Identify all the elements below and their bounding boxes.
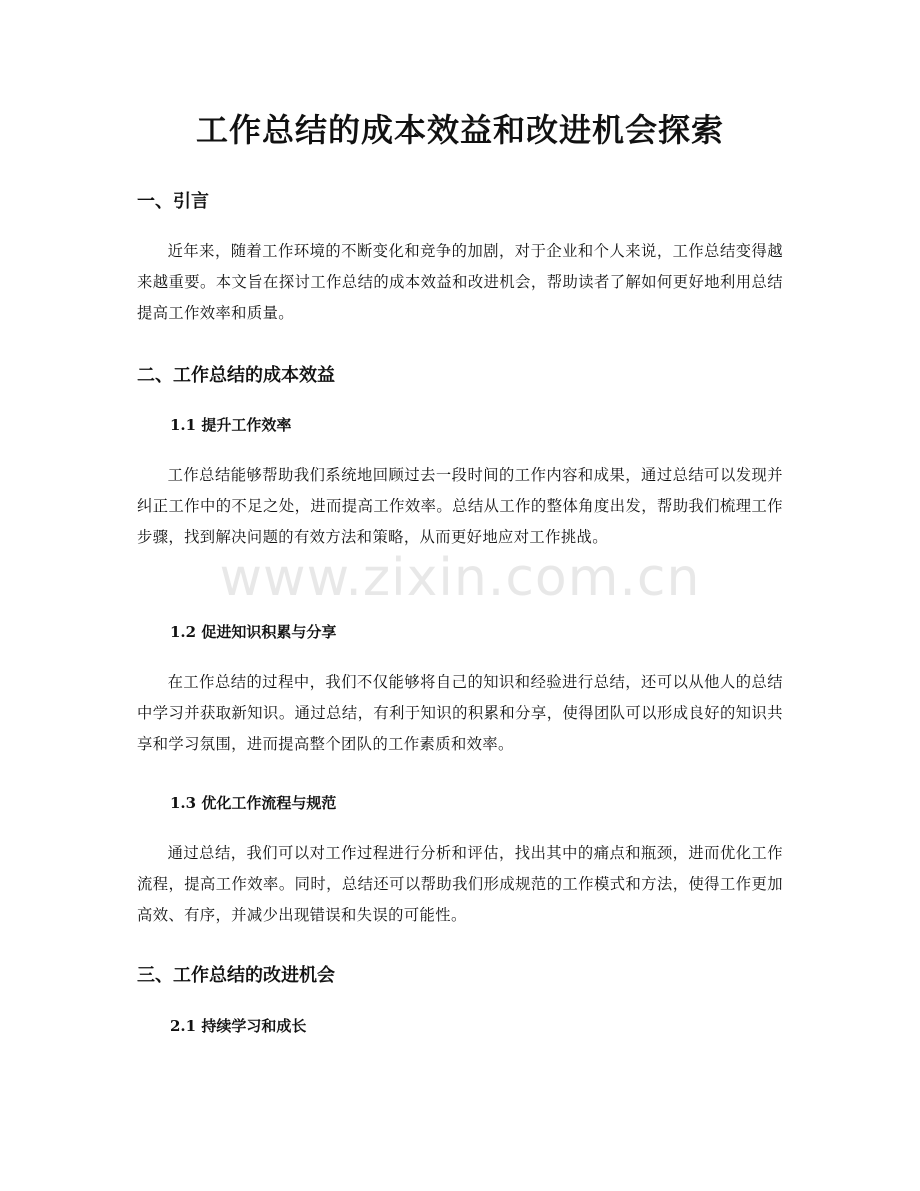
page-title: 工作总结的成本效益和改进机会探索 (195, 111, 724, 149)
knowledge-paragraph: 在工作总结的过程中，我们不仅能够将自己的知识和经验进行总结，还可以从他人的总结中学习并获取新知识。通过总结，有利于知识的积累和分享，使得团队可以形成良好的知识共享和学习氛围，进而提高整个团队的工作素质和效率。 (137, 673, 783, 753)
subsection-heading-efficiency: 1.1 提升工作效率 (170, 416, 292, 434)
section-heading-improvement: 三、工作总结的改进机会 (137, 965, 335, 986)
efficiency-paragraph: 工作总结能够帮助我们系统地回顾过去一段时间的工作内容和成果，通过总结可以发现并纠正工作中的不足之处，进而提高工作效率。总结从工作的整体角度出发，帮助我们梳理工作步骤，找到解决问题的有效方法和策略，从而更好地应对工作挑战。 (137, 466, 783, 546)
subsection-heading-learning: 2.1 持续学习和成长 (170, 1017, 307, 1035)
section-heading-cost-benefit: 二、工作总结的成本效益 (137, 365, 335, 386)
process-paragraph: 通过总结，我们可以对工作过程进行分析和评估，找出其中的痛点和瓶颈，进而优化工作流程，提高工作效率。同时，总结还可以帮助我们形成规范的工作模式和方法，使得工作更加高效、有序，并减少出现错误和失误的可能性。 (137, 844, 783, 924)
watermark: www.zixin.com.cn (219, 548, 701, 608)
introduction-paragraph: 近年来，随着工作环境的不断变化和竞争的加剧，对于企业和个人来说，工作总结变得越来越重要。本文旨在探讨工作总结的成本效益和改进机会，帮助读者了解如何更好地利用总结提高工作效率和质量。 (137, 242, 783, 322)
subsection-heading-knowledge: 1.2 促进知识积累与分享 (170, 623, 337, 641)
subsection-heading-process: 1.3 优化工作流程与规范 (170, 794, 337, 812)
section-heading-introduction: 一、引言 (137, 191, 209, 212)
